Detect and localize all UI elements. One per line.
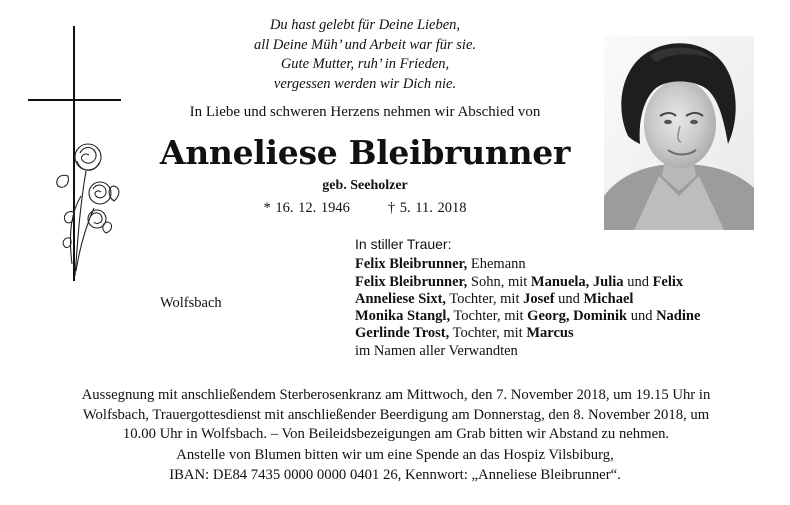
donation-request [60,446,730,485]
mourner-relation: und [554,290,584,307]
portrait-photo [604,36,754,230]
donation-line: Anstelle von Blumen bitten wir um eine Spende an das Hospiz Vilsbiburg, [176,447,614,463]
mourner-relation: Ehemann [467,256,526,273]
mourner-name: Manuela, Julia [530,273,624,290]
poem-line: Gute Mutter, ruh’ in Frieden, [280,56,450,72]
funeral-details [20,386,772,445]
mourner-row [355,274,775,291]
birth-date: * 16. 12. 1946 [263,200,350,216]
mourner-name: Felix Bleibrunner, [355,273,468,290]
cross-with-roses-icon [28,26,123,286]
mourner-name: Michael [583,290,634,307]
poem-line: Du hast gelebt für Deine Lieben, [269,17,461,33]
deceased-name: Anneliese Bleibrunner [159,133,571,172]
mourner-relation: und [627,308,657,325]
mourner-relation: Tochter, mit [446,290,524,307]
mourner-row [355,291,775,308]
mourner-row [355,308,775,325]
mourner-rows [355,256,775,360]
mourner-name: Georg, Dominik [527,308,628,325]
place-of-residence: Wolfsbach [160,295,222,311]
funeral-line: Aussegnung mit anschließendem Sterberosenkranz am Mittwoch, den 7. November 2018, um 19.15 Uhr in [81,387,711,403]
mourner-row [355,256,775,273]
mourner-row [355,325,775,342]
mourner-name: Josef [523,290,555,307]
mourner-name: Felix Bleibrunner, [355,256,468,273]
poem-line: all Deine Müh’ und Arbeit war für sie. [253,36,477,53]
mourner-relation: und [623,273,653,290]
mourner-relation: Tochter, mit [450,308,528,325]
poem-line: vergessen werden wir Dich nie. [273,75,457,92]
mourner-name: Marcus [526,325,574,342]
mourner-relation: im Namen aller Verwandten [355,342,518,359]
memorial-poem [180,16,550,94]
funeral-line: 10.00 Uhr in Wolfsbach. – Von Beileidsbezeigungen am Grab bitten wir Abstand zu nehmen. [122,426,670,442]
mourners-heading: In stiller Trauer: [355,236,452,252]
mourner-name: Gerlinde Trost, [355,325,450,342]
mourner-relation: Tochter, mit [449,325,527,342]
mourner-relation: Sohn, mit [467,273,531,290]
mourner-name: Nadine [656,308,701,325]
mourner-row [355,343,775,360]
death-date: † 5. 11. 2018 [387,200,467,216]
farewell-intro: In Liebe und schweren Herzens nehmen wir Abschied von [189,104,541,120]
mourners-list [355,236,775,360]
donation-line: IBAN: DE84 7435 0000 0000 0401 26, Kennwort: „Anneliese Bleibrunner“. [169,466,621,483]
life-dates [200,200,530,217]
mourner-name: Monika Stangl, [355,308,451,325]
birth-name: geb. Seeholzer [322,178,408,193]
mourner-name: Anneliese Sixt, [355,290,447,307]
mourner-name: Felix [652,273,684,290]
funeral-line: Wolfsbach, Trauergottesdienst mit anschließender Beerdigung am Donnerstag, den 8. November 2018, um [82,406,710,423]
